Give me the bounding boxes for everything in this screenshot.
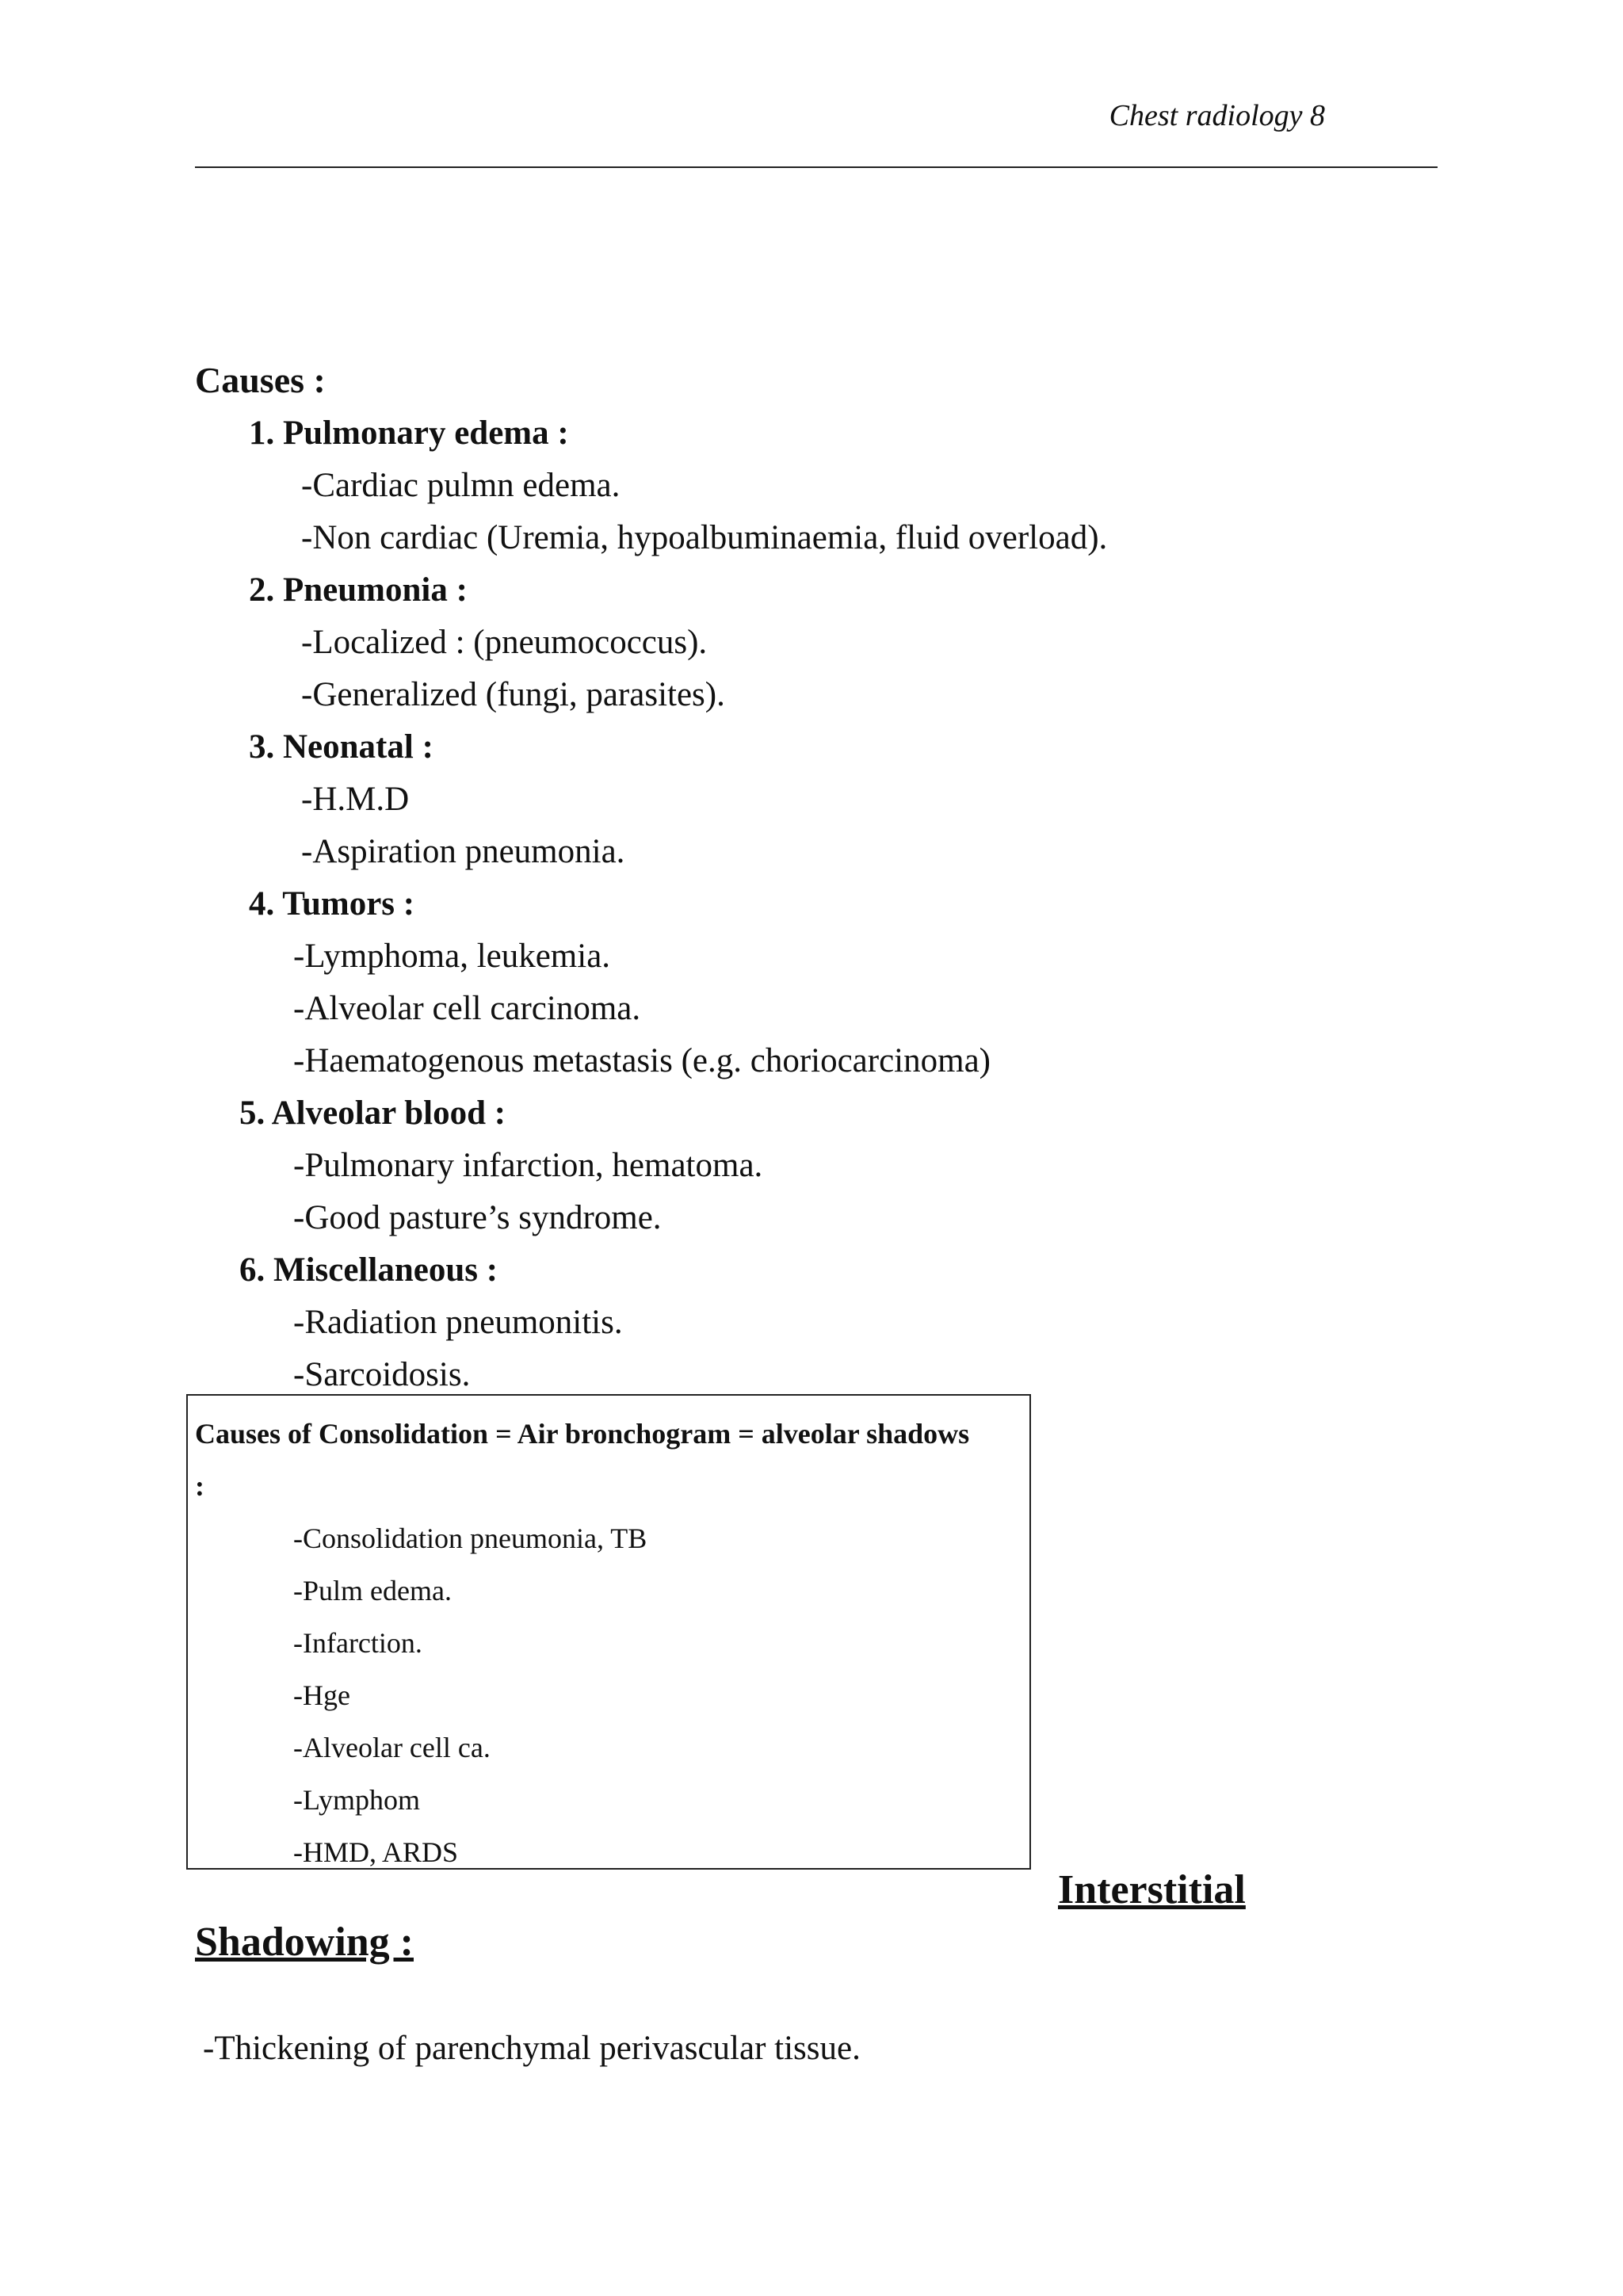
group-title-tumors: 4. Tumors : xyxy=(249,885,415,923)
box-list-item: -Infarction. xyxy=(293,1627,422,1659)
shadowing-heading: Shadowing : xyxy=(195,1920,414,1965)
box-list-item: -Lymphom xyxy=(293,1784,420,1816)
list-item: -Radiation pneumonitis. xyxy=(293,1304,623,1341)
group-title-alveolar-blood: 5. Alveolar blood : xyxy=(239,1095,506,1132)
group-title-pulmonary-edema: 1. Pulmonary edema : xyxy=(249,415,569,452)
box-title: Causes of Consolidation = Air bronchogram = alveolar shadows xyxy=(195,1418,970,1450)
list-item: -Haematogenous metastasis (e.g. choriocarcinoma) xyxy=(293,1042,991,1079)
list-item: -Aspiration pneumonia. xyxy=(301,833,625,870)
box-title-continuation: : xyxy=(195,1470,204,1502)
group-title-pneumonia: 2. Pneumonia : xyxy=(249,571,468,609)
list-item: -Localized : (pneumococcus). xyxy=(301,624,708,661)
list-item: -Sarcoidosis. xyxy=(293,1356,471,1393)
interstitial-heading: Interstitial xyxy=(1058,1867,1246,1912)
causes-heading: Causes : xyxy=(195,360,326,400)
box-list-item: -HMD, ARDS xyxy=(293,1836,459,1868)
list-item: -H.M.D xyxy=(301,781,410,818)
box-list-item: -Pulm edema. xyxy=(293,1575,452,1606)
box-list-item: -Consolidation pneumonia, TB xyxy=(293,1522,647,1554)
list-item: -Alveolar cell carcinoma. xyxy=(293,990,641,1027)
list-item: -Good pasture’s syndrome. xyxy=(293,1199,662,1236)
box-list-item: -Hge xyxy=(293,1679,350,1711)
interstitial-description: -Thickening of parenchymal perivascular tissue. xyxy=(203,2030,861,2067)
running-header: Chest radiology 8 xyxy=(1109,99,1325,132)
list-item: -Generalized (fungi, parasites). xyxy=(301,676,725,713)
group-title-neonatal: 3. Neonatal : xyxy=(249,728,433,766)
list-item: -Lymphoma, leukemia. xyxy=(293,938,611,975)
header-divider xyxy=(195,166,1438,168)
group-title-miscellaneous: 6. Miscellaneous : xyxy=(239,1251,498,1289)
list-item: -Cardiac pulmn edema. xyxy=(301,467,621,504)
list-item: -Pulmonary infarction, hematoma. xyxy=(293,1147,763,1184)
box-list-item: -Alveolar cell ca. xyxy=(293,1732,491,1763)
list-item: -Non cardiac (Uremia, hypoalbuminaemia, fluid overload). xyxy=(301,519,1108,556)
